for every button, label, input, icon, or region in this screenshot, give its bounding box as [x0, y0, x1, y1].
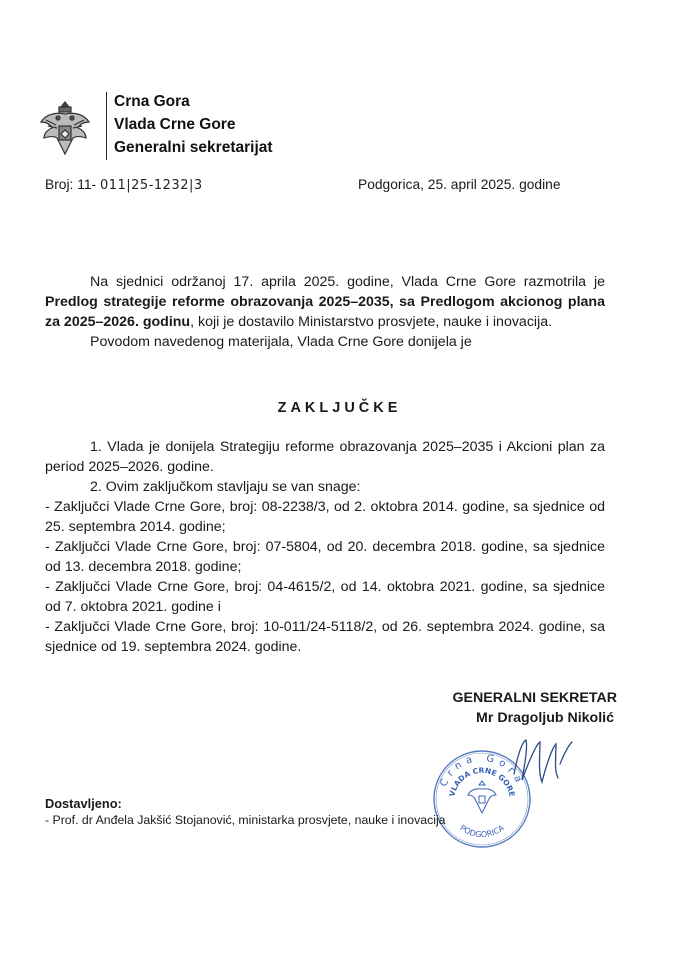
intro-text-end: , koji je dostavilo Ministarstvo prosvjete, nauke i inovacija. — [190, 314, 553, 330]
place-date: Podgorica, 25. april 2025. godine — [358, 177, 561, 192]
doc-number-handwritten: 011|25-1232|3 — [99, 178, 203, 193]
intro-section — [45, 272, 605, 352]
intro-text-start: Na sjednici održanoj 17. aprila 2025. godine, Vlada Crne Gore razmotrila je — [90, 274, 605, 290]
conclusion-1: 1. Vlada je donijela Strategiju reforme obrazovanja 2025–2035 i Akcioni plan za period 2025–2026. godine. — [45, 439, 605, 475]
intro-decision-line: Povodom navedenog materijala, Vlada Crne Gore donijela je — [90, 334, 472, 350]
conclusions-section — [45, 437, 605, 657]
montenegro-coat-of-arms-icon — [38, 98, 92, 158]
revoked-item-4: - Zaključci Vlade Crne Gore, broj: 10-011/24-5118/2, od 26. septembra 2024. godine, sa sjednice od 19. septembra 2024. godine. — [45, 619, 605, 655]
intro-text-bold: Predlog strategije reforme obrazovanja 2025–2035, sa Predlogom akcionog plana za 2025–2026. godinu — [45, 294, 605, 330]
revoked-item-2: - Zaključci Vlade Crne Gore, broj: 07-5804, od 20. decembra 2018. godine, sa sjednice od 13. decembra 2018. godine; — [45, 539, 605, 575]
doc-number — [45, 177, 203, 193]
signature-name: Mr Dragoljub Nikolić — [476, 710, 614, 726]
delivery-recipient: - Prof. dr Anđela Jakšić Stojanović, ministarka prosvjete, nauke i inovacija — [45, 813, 446, 827]
doc-number-label: Broj: 11- — [45, 177, 97, 192]
stamp-coat-icon — [468, 781, 496, 813]
conclusion-2: 2. Ovim zaključkom stavljaju se van snage: — [90, 479, 361, 495]
stamp-middle-text: VLADA CRNE GORE — [447, 765, 517, 798]
svg-text:PODGORICA — [458, 823, 506, 839]
org-line-country: Crna Gora — [114, 93, 190, 110]
delivery-label: Dostavljeno: — [45, 796, 122, 811]
revoked-item-1: - Zaključci Vlade Crne Gore, broj: 08-2238/3, od 2. oktobra 2014. godine, sa sjednice od 25. septembra 2014. godine; — [45, 499, 605, 535]
stamp-bottom-text: PODGORICA — [458, 823, 506, 840]
conclusions-title: ZAKLJUČKE — [277, 400, 402, 416]
intro-paragraph — [45, 272, 605, 332]
header-divider — [106, 92, 107, 160]
stamp-top-text: Crna Gora — [438, 752, 526, 789]
revoked-item-3: - Zaključci Vlade Crne Gore, broj: 04-4615/2, od 14. oktobra 2021. godine, sa sjednice od 7. oktobra 2021. godine i — [45, 579, 605, 615]
signature-title: GENERALNI SEKRETAR — [452, 690, 617, 706]
org-line-government: Vlada Crne Gore — [114, 116, 236, 133]
handwritten-signature-icon — [508, 734, 578, 794]
org-line-secretariat: Generalni sekretarijat — [114, 139, 273, 156]
